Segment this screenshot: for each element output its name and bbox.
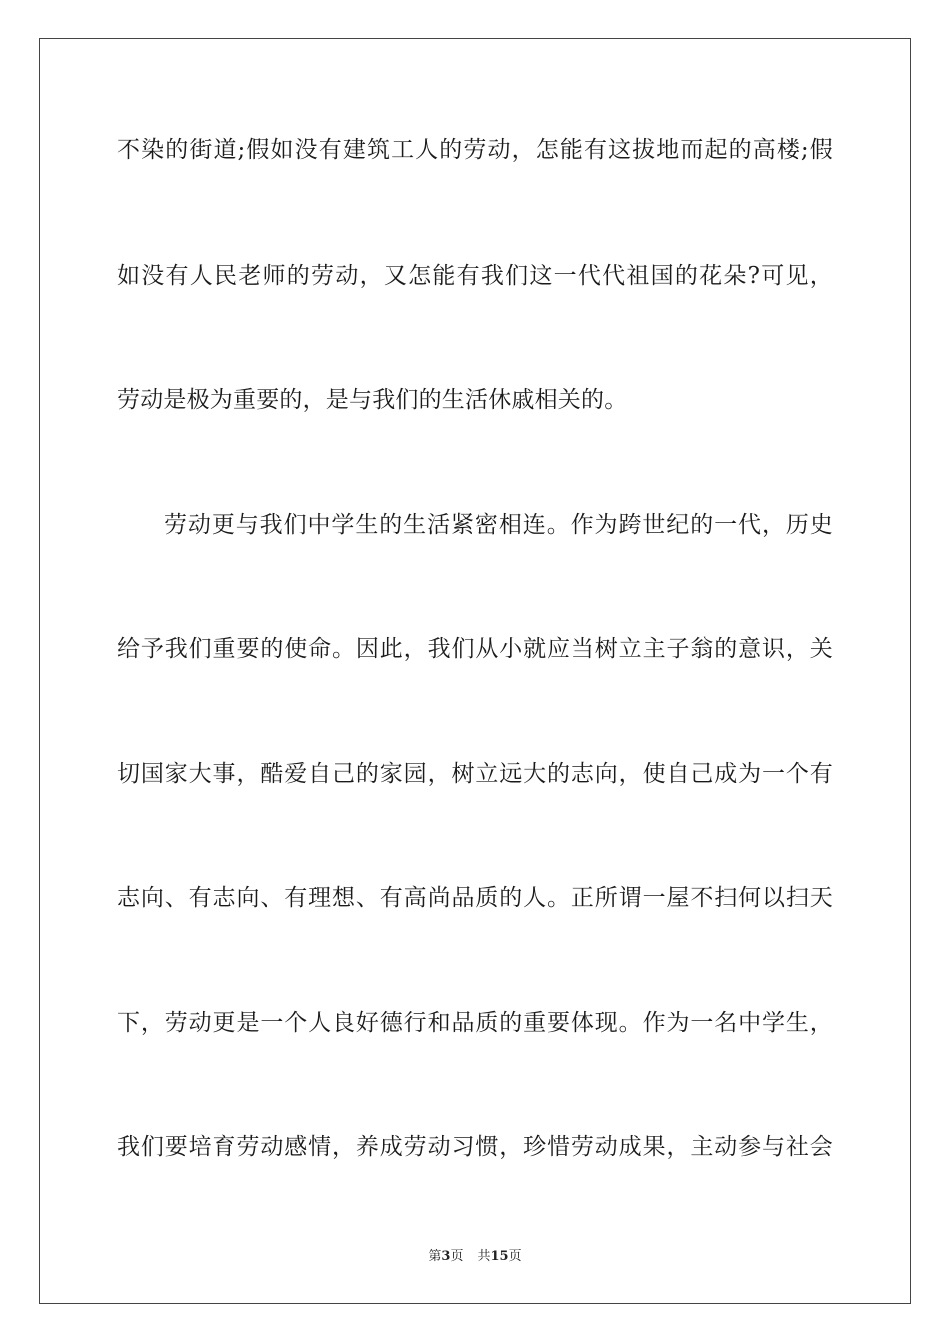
text-line-6: 切国家大事，酷爱自己的家园，树立远大的志向，使自己成为一个有 xyxy=(117,761,833,787)
text-line-1: 不染的街道;假如没有建筑工人的劳动，怎能有这拔地而起的高楼;假 xyxy=(117,137,833,163)
footer-total-suffix: 页 xyxy=(508,1249,522,1264)
text-line-4: 劳动更与我们中学生的生活紧密相连。作为跨世纪的一代，历史 xyxy=(164,512,833,538)
footer-total-prefix: 共 xyxy=(477,1249,491,1264)
footer-page-suffix: 页 xyxy=(450,1249,464,1264)
text-line-5: 给予我们重要的使命。因此，我们从小就应当树立主子翁的意识，关 xyxy=(117,636,833,662)
text-line-3: 劳动是极为重要的，是与我们的生活休戚相关的。 xyxy=(117,387,628,413)
text-line-8: 下，劳动更是一个人良好德行和品质的重要体现。作为一名中学生， xyxy=(117,1010,833,1036)
text-line-9: 我们要培育劳动感情，养成劳动习惯，珍惜劳动成果，主动参与社会 xyxy=(117,1134,833,1160)
footer-page-number: 3 xyxy=(441,1249,451,1264)
text-line-2: 如没有人民老师的劳动，又怎能有我们这一代代祖国的花朵?可见， xyxy=(117,263,833,289)
page-border xyxy=(39,38,911,1304)
footer-page-prefix: 第 xyxy=(428,1249,442,1264)
page-footer xyxy=(0,1248,950,1266)
footer-total-pages: 15 xyxy=(490,1249,509,1264)
text-line-7: 志向、有志向、有理想、有高尚品质的人。正所谓一屋不扫何以扫天 xyxy=(117,885,833,911)
